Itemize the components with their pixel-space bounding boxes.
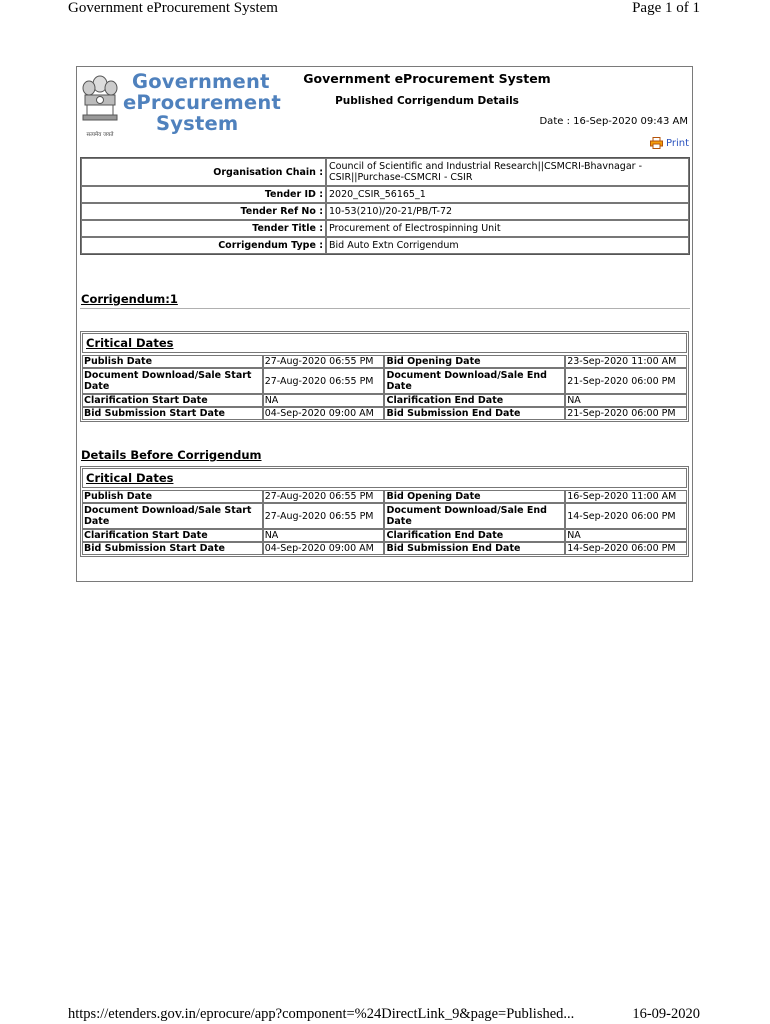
clarification-end-label: Clarification End Date [384, 529, 565, 542]
critical-dates-after [80, 331, 689, 422]
page-subtitle: Published Corrigendum Details [335, 95, 519, 107]
national-emblem-icon [78, 70, 122, 140]
table-row [81, 203, 689, 220]
table-row [82, 490, 687, 503]
table-row [82, 503, 687, 529]
clarification-end-value: NA [565, 394, 687, 407]
critical-dates-table [82, 490, 687, 555]
tender-id-label: Tender ID : [81, 186, 326, 203]
details-before-heading: Details Before Corrigendum [81, 448, 262, 462]
doc-download-start-value: 27-Aug-2020 06:55 PM [263, 503, 385, 529]
logo-line-2: eProcurement [123, 91, 281, 114]
table-row [82, 542, 687, 555]
table-row [82, 394, 687, 407]
bid-opening-date-value: 23-Sep-2020 11:00 AM [565, 355, 687, 368]
doc-download-end-label: Document Download/Sale End Date [384, 503, 565, 529]
print-button[interactable] [650, 137, 689, 149]
print-label: Print [665, 137, 689, 149]
clarification-end-label: Clarification End Date [384, 394, 565, 407]
table-row [81, 158, 689, 186]
critical-dates-heading: Critical Dates [82, 468, 687, 488]
page-number: Page 1 of 1 [632, 0, 700, 16]
clarification-end-value: NA [565, 529, 687, 542]
table-row [81, 220, 689, 237]
bid-opening-date-label: Bid Opening Date [384, 355, 565, 368]
clarification-start-label: Clarification Start Date [82, 394, 263, 407]
critical-dates-table [82, 355, 687, 420]
bid-opening-date-value: 16-Sep-2020 11:00 AM [565, 490, 687, 503]
tender-ref-value: 10-53(210)/20-21/PB/T-72 [326, 203, 689, 220]
page-title: Government eProcurement System [303, 71, 551, 86]
page-url: https://etenders.gov.in/eprocure/app?component=%24DirectLink_9&page=Published... [68, 1006, 575, 1022]
clarification-start-label: Clarification Start Date [82, 529, 263, 542]
tender-title-value: Procurement of Electrospinning Unit [326, 220, 689, 237]
doc-download-start-label: Document Download/Sale Start Date [82, 503, 263, 529]
bid-submission-start-value: 04-Sep-2020 09:00 AM [263, 407, 385, 420]
table-row [82, 368, 687, 394]
publish-date-label: Publish Date [82, 355, 263, 368]
publish-date-value: 27-Aug-2020 06:55 PM [263, 490, 385, 503]
corrigendum-heading: Corrigendum:1 [81, 292, 178, 306]
bid-submission-start-label: Bid Submission Start Date [82, 542, 263, 555]
bid-submission-end-value: 14-Sep-2020 06:00 PM [565, 542, 687, 555]
org-chain-value: Council of Scientific and Industrial Research||CSMCRI-Bhavnagar -CSIR||Purchase-CSMCRI - CSIR [326, 158, 689, 186]
doc-download-start-label: Document Download/Sale Start Date [82, 368, 263, 394]
bid-submission-end-value: 21-Sep-2020 06:00 PM [565, 407, 687, 420]
table-row [81, 237, 689, 254]
doc-download-end-value: 14-Sep-2020 06:00 PM [565, 503, 687, 529]
logo-line-3: System [156, 112, 239, 135]
page-header-title: Government eProcurement System [68, 0, 278, 16]
tender-id-value: 2020_CSIR_56165_1 [326, 186, 689, 203]
bid-opening-date-label: Bid Opening Date [384, 490, 565, 503]
corrigendum-type-value: Bid Auto Extn Corrigendum [326, 237, 689, 254]
table-row [82, 355, 687, 368]
doc-download-start-value: 27-Aug-2020 06:55 PM [263, 368, 385, 394]
publish-date-label: Publish Date [82, 490, 263, 503]
tender-info-table [80, 157, 690, 255]
clarification-start-value: NA [263, 529, 385, 542]
bid-submission-start-label: Bid Submission Start Date [82, 407, 263, 420]
corrigendum-type-label: Corrigendum Type : [81, 237, 326, 254]
publish-date-value: 27-Aug-2020 06:55 PM [263, 355, 385, 368]
table-row [81, 186, 689, 203]
doc-download-end-value: 21-Sep-2020 06:00 PM [565, 368, 687, 394]
table-row [82, 407, 687, 420]
emblem-caption: सत्यमेव जयते [86, 132, 114, 138]
tender-ref-label: Tender Ref No : [81, 203, 326, 220]
tender-title-label: Tender Title : [81, 220, 326, 237]
divider [80, 308, 690, 309]
logo-line-1: Government [132, 70, 270, 93]
bid-submission-end-label: Bid Submission End Date [384, 542, 565, 555]
bid-submission-end-label: Bid Submission End Date [384, 407, 565, 420]
bid-submission-start-value: 04-Sep-2020 09:00 AM [263, 542, 385, 555]
clarification-start-value: NA [263, 394, 385, 407]
table-row [82, 529, 687, 542]
doc-download-end-label: Document Download/Sale End Date [384, 368, 565, 394]
print-date: 16-09-2020 [632, 1006, 700, 1022]
printer-icon [650, 137, 663, 149]
report-date: Date : 16-Sep-2020 09:43 AM [539, 116, 688, 127]
critical-dates-before [80, 466, 689, 557]
org-chain-label: Organisation Chain : [81, 158, 326, 186]
critical-dates-heading: Critical Dates [82, 333, 687, 353]
